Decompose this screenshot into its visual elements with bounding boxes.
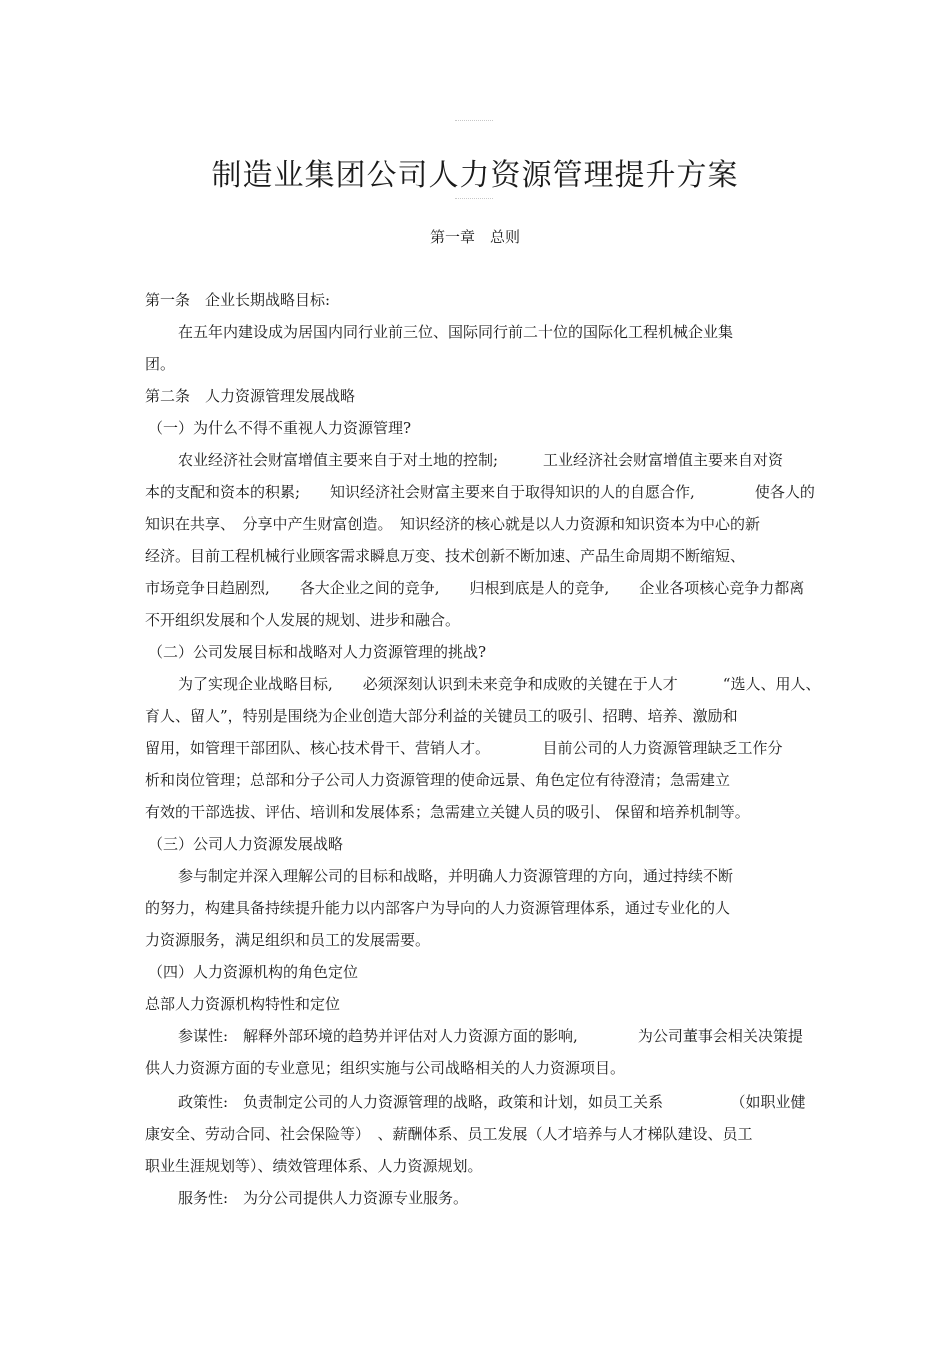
body-line: 析和岗位管理；总部和分子公司人力资源管理的使命远景、角色定位有待澄清；急需建立 — [145, 771, 731, 789]
body-line: 为了实现企业战略目标, 必须深刻认识到未来竞争和成败的关键在于人才 “选人、用人、 — [178, 675, 821, 693]
body-line: 政策性: 负责制定公司的人力资源管理的战略，政策和计划，如员工关系 （如职业健 — [178, 1093, 806, 1111]
body-line: 服务性: 为分公司提供人力资源专业服务。 — [178, 1189, 469, 1207]
section-heading: （二）公司发展目标和战略对人力资源管理的挑战? — [148, 643, 487, 661]
body-line: 职业生涯规划等）、绩效管理体系、人力资源规划。 — [145, 1157, 483, 1175]
body-line: 知识在共享、 分享中产生财富创造。 知识经济的核心就是以人力资源和知识资本为中心的新 — [145, 515, 761, 533]
body-line: 力资源服务，满足组织和员工的发展需要。 — [145, 931, 431, 949]
article-2-heading: 第二条 人力资源管理发展战略 — [145, 387, 356, 405]
section-heading: （三）公司人力资源发展战略 — [148, 835, 344, 853]
body-line: 有效的干部选拔、评估、培训和发展体系；急需建立关键人员的吸引、 保留和培养机制等。 — [145, 803, 750, 821]
body-line: 市场竞争日趋剧烈, 各大企业之间的竞争, 归根到底是人的竞争, 企业各项核心竞争力都离 — [145, 579, 805, 597]
chapter-heading: 第一章 总则 — [429, 228, 520, 246]
body-line: 康安全、劳动合同、社会保险等） 、薪酬体系、员工发展（人才培养与人才梯队建设、员工 — [145, 1125, 753, 1143]
body-line: 供人力资源方面的专业意见；组织实施与公司战略相关的人力资源项目。 — [145, 1059, 626, 1077]
body-line: 农业经济社会财富增值主要来自于对土地的控制; 工业经济社会财富增值主要来自对资 — [178, 451, 784, 469]
section-heading: （一）为什么不得不重视人力资源管理? — [148, 419, 412, 437]
body-line: 参谋性: 解释外部环境的趋势并评估对人力资源方面的影响, 为公司董事会相关决策提 — [178, 1027, 803, 1045]
body-line: 留用，如管理干部团队、核心技术骨干、营销人才。 目前公司的人力资源管理缺乏工作分 — [145, 739, 783, 757]
title-decoration — [455, 198, 493, 203]
body-line: 本的支配和资本的积累; 知识经济社会财富主要来自于取得知识的人的自愿合作, 使各人的 — [145, 483, 815, 501]
document-title: 制造业集团公司人力资源管理提升方案 — [211, 158, 739, 193]
body-line: 在五年内建设成为居国内同行业前三位、国际同行前二十位的国际化工程机械企业集 — [178, 323, 734, 341]
body-line: 参与制定并深入理解公司的目标和战略，并明确人力资源管理的方向，通过持续不断 — [178, 867, 734, 885]
article-1-heading: 第一条 企业长期战略目标: — [145, 291, 331, 309]
body-line: 团。 — [145, 355, 176, 373]
section-heading: （四）人力资源机构的角色定位 — [148, 963, 359, 981]
body-line: 育人、留人”，特别是围绕为企业创造大部分利益的关键员工的吸引、招聘、培养、激励和 — [145, 707, 738, 725]
body-line: 的努力，构建具备持续提升能力以内部客户为导向的人力资源管理体系，通过专业化的人 — [145, 899, 731, 917]
header-decoration — [455, 120, 493, 127]
subsection-heading: 总部人力资源机构特性和定位 — [145, 995, 341, 1013]
body-line: 经济。目前工程机械行业顾客需求瞬息万变、技术创新不断加速、产品生命周期不断缩短、 — [145, 547, 746, 565]
body-line: 不开组织发展和个人发展的规划、进步和融合。 — [145, 611, 461, 629]
